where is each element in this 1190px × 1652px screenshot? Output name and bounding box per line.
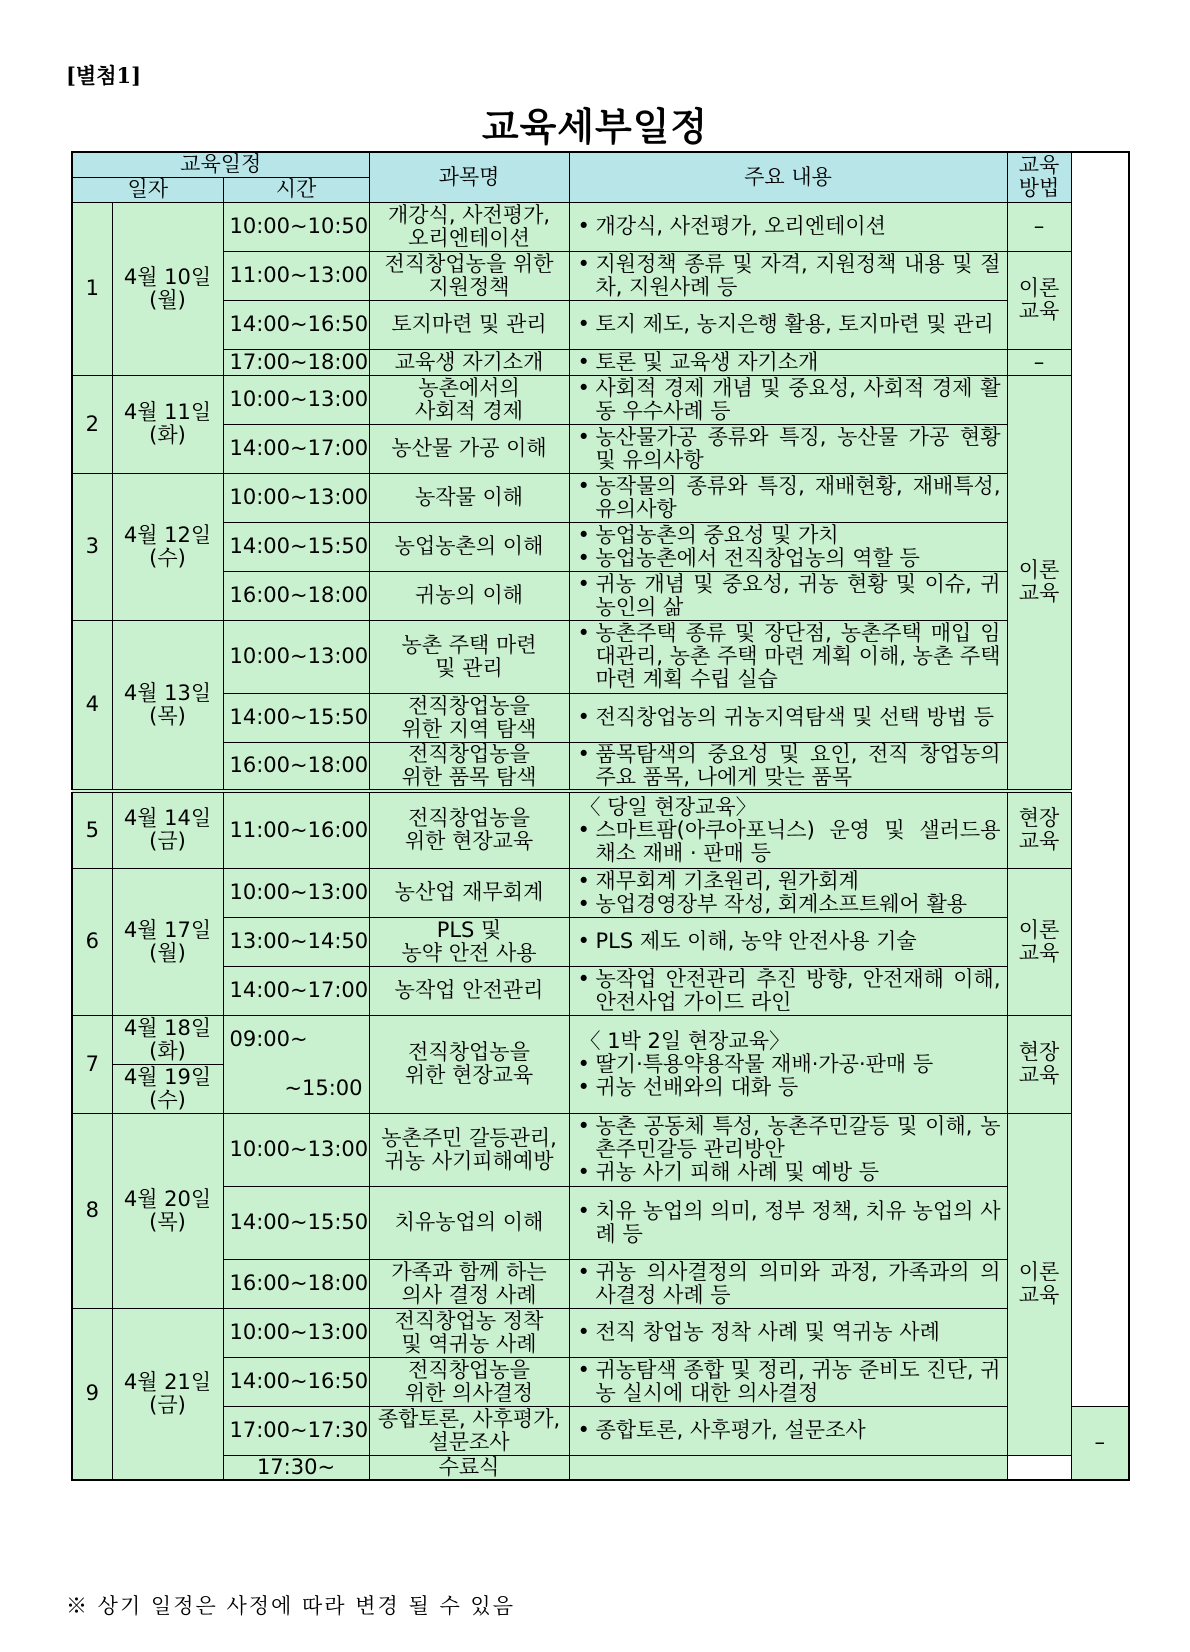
- subject-cell: 농촌주민 갈등관리, 귀농 사기피해예방: [369, 1113, 569, 1186]
- day-number: 1: [72, 202, 112, 375]
- content-list: [576, 1115, 1001, 1184]
- content-item: • 농업농촌의 중요성 및 가치: [576, 524, 1001, 547]
- content-cell: [569, 1186, 1007, 1259]
- method-cell: –: [1007, 349, 1071, 375]
- subject-cell: 전직창업농 정착 및 역귀농 사례: [369, 1308, 569, 1357]
- subject-cell: 전직창업농을 위한 현장교육: [369, 791, 569, 868]
- time-cell: 14:00~15:50: [223, 1186, 369, 1259]
- table-row: [72, 1015, 1129, 1064]
- date-cell: 4월 20일 (목): [112, 1113, 223, 1308]
- content-cell: [569, 300, 1007, 349]
- table-row: [72, 742, 1129, 791]
- content-list: [576, 1200, 1001, 1246]
- content-item: • 농업경영장부 작성, 회계소프트웨어 활용: [576, 893, 1001, 916]
- subject-cell: 귀농의 이해: [369, 571, 569, 620]
- time-cell: 14:00~16:50: [223, 300, 369, 349]
- subject-cell: PLS 및 농약 안전 사용: [369, 917, 569, 966]
- content-list: [576, 573, 1001, 619]
- content-cell: [569, 1308, 1007, 1357]
- subject-cell: 전직창업농을 위한 의사결정: [369, 1357, 569, 1406]
- subject-cell: 교육생 자기소개: [369, 349, 569, 375]
- day-number: 2: [72, 375, 112, 473]
- content-heading: 〈 당일 현장교육〉: [579, 794, 757, 819]
- method-cell: –: [1071, 1406, 1129, 1480]
- table-row: [72, 1406, 1129, 1455]
- time-cell: 14:00~17:00: [223, 424, 369, 473]
- date-cell: 4월 17일 (월): [112, 868, 223, 1015]
- date-cell: 4월 18일 (화): [112, 1015, 223, 1064]
- content-cell: [569, 251, 1007, 300]
- method-cell: 이론 교육: [1007, 251, 1071, 349]
- time-cell: 09:00~: [223, 1015, 369, 1064]
- content-list: [576, 1261, 1001, 1307]
- content-cell: [569, 424, 1007, 473]
- time-cell: 14:00~17:00: [223, 966, 369, 1015]
- table-row: [72, 375, 1129, 424]
- table-row: [72, 1259, 1129, 1308]
- subject-cell: 치유농업의 이해: [369, 1186, 569, 1259]
- content-list: [576, 426, 1001, 472]
- time-cell: 13:00~14:50: [223, 917, 369, 966]
- subject-cell: 농촌 주택 마련 및 관리: [369, 620, 569, 693]
- content-cell: [569, 1259, 1007, 1308]
- date-cell: 4월 11일 (화): [112, 375, 223, 473]
- content-cell: [569, 966, 1007, 1015]
- subject-cell: 토지마련 및 관리: [369, 300, 569, 349]
- time-cell: 10:00~13:00: [223, 868, 369, 917]
- content-item: • 토지 제도, 농지은행 활용, 토지마련 및 관리: [576, 313, 1001, 336]
- content-cell: [569, 1113, 1007, 1186]
- table-row: [72, 251, 1129, 300]
- content-cell: [569, 620, 1007, 693]
- table-row: [72, 473, 1129, 522]
- time-cell: 11:00~13:00: [223, 251, 369, 300]
- method-cell: 현장 교육: [1007, 791, 1071, 868]
- table-row: [72, 571, 1129, 620]
- subject-cell: 가족과 함께 하는 의사 결정 사례: [369, 1259, 569, 1308]
- date-cell: 4월 12일 (수): [112, 473, 223, 620]
- day-number: 5: [72, 791, 112, 868]
- content-list: [576, 215, 1001, 238]
- content-list: [576, 1053, 1001, 1099]
- table-row: [72, 966, 1129, 1015]
- time-cell: 10:00~13:00: [223, 375, 369, 424]
- content-item: • 치유 농업의 의미, 정부 정책, 치유 농업의 사례 등: [576, 1200, 1001, 1246]
- subject-cell: 개강식, 사전평가, 오리엔테이션: [369, 202, 569, 251]
- table-row: [72, 522, 1129, 571]
- subject-cell: 수료식: [369, 1455, 569, 1480]
- header-time: 시간: [223, 177, 369, 202]
- subject-cell: 전직창업농을 위한 지역 탐색: [369, 693, 569, 742]
- day-number: 4: [72, 620, 112, 791]
- header-content: 주요 내용: [569, 152, 1007, 202]
- time-cell: ~15:00: [223, 1064, 369, 1113]
- content-cell: [569, 1015, 1007, 1113]
- content-list: [576, 1419, 1001, 1442]
- content-cell: [569, 202, 1007, 251]
- content-item: • 개강식, 사전평가, 오리엔테이션: [576, 215, 1001, 238]
- content-list: [576, 1321, 1001, 1344]
- content-list: [576, 968, 1001, 1014]
- subject-cell: 전직창업농을 위한 품목 탐색: [369, 742, 569, 791]
- time-cell: 14:00~16:50: [223, 1357, 369, 1406]
- table-row: [72, 424, 1129, 473]
- footnote: ※ 상기 일정은 사정에 따라 변경 될 수 있음: [66, 1594, 515, 1618]
- method-cell: 이론 교육: [1007, 375, 1071, 791]
- table-row: [72, 1308, 1129, 1357]
- time-cell: 14:00~15:50: [223, 693, 369, 742]
- content-cell: [569, 1455, 1007, 1480]
- attachment-label: [별첨1]: [66, 63, 142, 88]
- content-item: • 농촌주택 종류 및 장단점, 농촌주택 매입 임대관리, 농촌 주택 마련 계획 이해, 농촌 주택 마련 계획 수립 실습: [576, 622, 1001, 691]
- subject-cell: 농작물 이해: [369, 473, 569, 522]
- content-item: • 스마트팜(아쿠아포닉스) 운영 및 샐러드용 채소 재배 · 판매 등: [576, 819, 1001, 865]
- content-cell: [569, 1406, 1007, 1455]
- date-cell: 4월 13일 (목): [112, 620, 223, 791]
- content-list: [576, 253, 1001, 299]
- time-cell: 10:00~13:00: [223, 1308, 369, 1357]
- content-cell: [569, 473, 1007, 522]
- table-row: [72, 620, 1129, 693]
- time-cell: 16:00~18:00: [223, 1259, 369, 1308]
- content-item: • 지원정책 종류 및 자격, 지원정책 내용 및 절차, 지원사례 등: [576, 253, 1001, 299]
- table-row: [72, 1113, 1129, 1186]
- time-cell: 10:00~13:00: [223, 620, 369, 693]
- content-list: [576, 313, 1001, 336]
- content-item: • 귀농 선배와의 대화 등: [576, 1076, 1001, 1099]
- content-item: • 토론 및 교육생 자기소개: [576, 351, 1001, 374]
- content-cell: [569, 742, 1007, 791]
- page-title: 교육세부일정: [481, 105, 709, 149]
- content-item: • 귀농탐색 종합 및 정리, 귀농 준비도 진단, 귀농 실시에 대한 의사결정: [576, 1359, 1001, 1405]
- content-item: • 귀농 개념 및 중요성, 귀농 현황 및 이슈, 귀농인의 삶: [576, 573, 1001, 619]
- content-cell: [569, 868, 1007, 917]
- content-list: [576, 819, 1001, 865]
- table-row: [72, 1455, 1129, 1480]
- content-item: • 딸기·특용약용작물 재배·가공·판매 등: [576, 1053, 1001, 1076]
- content-cell: [569, 1357, 1007, 1406]
- content-item: • 종합토론, 사후평가, 설문조사: [576, 1419, 1001, 1442]
- content-list: [576, 475, 1001, 521]
- content-list: [576, 1359, 1001, 1405]
- time-cell: 14:00~15:50: [223, 522, 369, 571]
- content-list: [576, 622, 1001, 691]
- content-list: [576, 870, 1001, 916]
- day-number: 8: [72, 1113, 112, 1308]
- content-heading: 〈 1박 2일 현장교육〉: [579, 1028, 790, 1053]
- content-cell: [569, 693, 1007, 742]
- content-cell: [569, 375, 1007, 424]
- content-cell: [569, 791, 1007, 868]
- content-item: • 재무회계 기초원리, 원가회계: [576, 870, 1001, 893]
- content-cell: [569, 917, 1007, 966]
- content-item: • 농작업 안전관리 추진 방향, 안전재해 이해, 안전사업 가이드 라인: [576, 968, 1001, 1014]
- time-cell: 17:00~18:00: [223, 349, 369, 375]
- content-item: • 농산물가공 종류와 특징, 농산물 가공 현황 및 유의사항: [576, 426, 1001, 472]
- date-cell: 4월 21일 (금): [112, 1308, 223, 1480]
- content-list: [576, 377, 1001, 423]
- time-cell: 17:30~: [223, 1455, 369, 1480]
- header-schedule: 교육일정: [72, 152, 369, 177]
- table-row: [72, 349, 1129, 375]
- content-item: • 품목탐색의 중요성 및 요인, 전직 창업농의 주요 품목, 나에게 맞는 품목: [576, 743, 1001, 789]
- time-cell: 16:00~18:00: [223, 742, 369, 791]
- header-row: [72, 152, 1129, 177]
- day-number: 9: [72, 1308, 112, 1480]
- subject-cell: 종합토론, 사후평가, 설문조사: [369, 1406, 569, 1455]
- subject-cell: 전직창업농을 위한 지원정책: [369, 251, 569, 300]
- content-cell: [569, 571, 1007, 620]
- subject-cell: 농산업 재무회계: [369, 868, 569, 917]
- time-cell: 10:00~13:00: [223, 473, 369, 522]
- time-cell: 10:00~10:50: [223, 202, 369, 251]
- content-item: • 사회적 경제 개념 및 중요성, 사회적 경제 활동 우수사례 등: [576, 377, 1001, 423]
- time-cell: 17:00~17:30: [223, 1406, 369, 1455]
- table-row: [72, 202, 1129, 251]
- date-cell: 4월 14일 (금): [112, 791, 223, 868]
- content-item: • PLS 제도 이해, 농약 안전사용 기술: [576, 930, 1001, 953]
- table-row: [72, 693, 1129, 742]
- content-item: • 농촌 공동체 특성, 농촌주민갈등 및 이해, 농촌주민갈등 관리방안: [576, 1115, 1001, 1161]
- subject-cell: 농촌에서의 사회적 경제: [369, 375, 569, 424]
- content-item: • 전직 창업농 정착 사례 및 역귀농 사례: [576, 1321, 1001, 1344]
- time-cell: 11:00~16:00: [223, 791, 369, 868]
- content-list: [576, 743, 1001, 789]
- subject-cell: 농산물 가공 이해: [369, 424, 569, 473]
- table-row: [72, 917, 1129, 966]
- subject-cell: 농작업 안전관리: [369, 966, 569, 1015]
- subject-cell: 전직창업농을 위한 현장교육: [369, 1015, 569, 1113]
- header-subject: 과목명: [369, 152, 569, 202]
- content-item: • 농업농촌에서 전직창업농의 역할 등: [576, 547, 1001, 570]
- content-cell: [569, 522, 1007, 571]
- content-list: [576, 351, 1001, 374]
- method-cell: 이론 교육: [1007, 868, 1071, 1015]
- header-method: 교육 방법: [1007, 152, 1071, 202]
- subject-cell: 농업농촌의 이해: [369, 522, 569, 571]
- header-date: 일자: [72, 177, 223, 202]
- table-row: [72, 1186, 1129, 1259]
- table-row: [72, 1357, 1129, 1406]
- table-row: [72, 868, 1129, 917]
- day-number: 6: [72, 868, 112, 1015]
- method-cell: 이론 교육: [1007, 1113, 1071, 1455]
- date-cell: 4월 10일 (월): [112, 202, 223, 375]
- table-row: [72, 300, 1129, 349]
- method-cell: –: [1007, 202, 1071, 251]
- content-item: • 농작물의 종류와 특징, 재배현황, 재배특성, 유의사항: [576, 475, 1001, 521]
- time-cell: 10:00~13:00: [223, 1113, 369, 1186]
- content-cell: [569, 349, 1007, 375]
- method-cell: 현장 교육: [1007, 1015, 1071, 1113]
- time-cell: 16:00~18:00: [223, 571, 369, 620]
- content-item: • 귀농 의사결정의 의미와 과정, 가족과의 의사결정 사례 등: [576, 1261, 1001, 1307]
- table-row: [72, 791, 1129, 868]
- day-number: 7: [72, 1015, 112, 1113]
- content-list: [576, 524, 1001, 570]
- content-list: [576, 706, 1001, 729]
- date-cell: 4월 19일 (수): [112, 1064, 223, 1113]
- day-number: 3: [72, 473, 112, 620]
- schedule-table: [71, 151, 1130, 1481]
- content-list: [576, 930, 1001, 953]
- content-item: • 귀농 사기 피해 사례 및 예방 등: [576, 1161, 1001, 1184]
- content-item: • 전직창업농의 귀농지역탐색 및 선택 방법 등: [576, 706, 1001, 729]
